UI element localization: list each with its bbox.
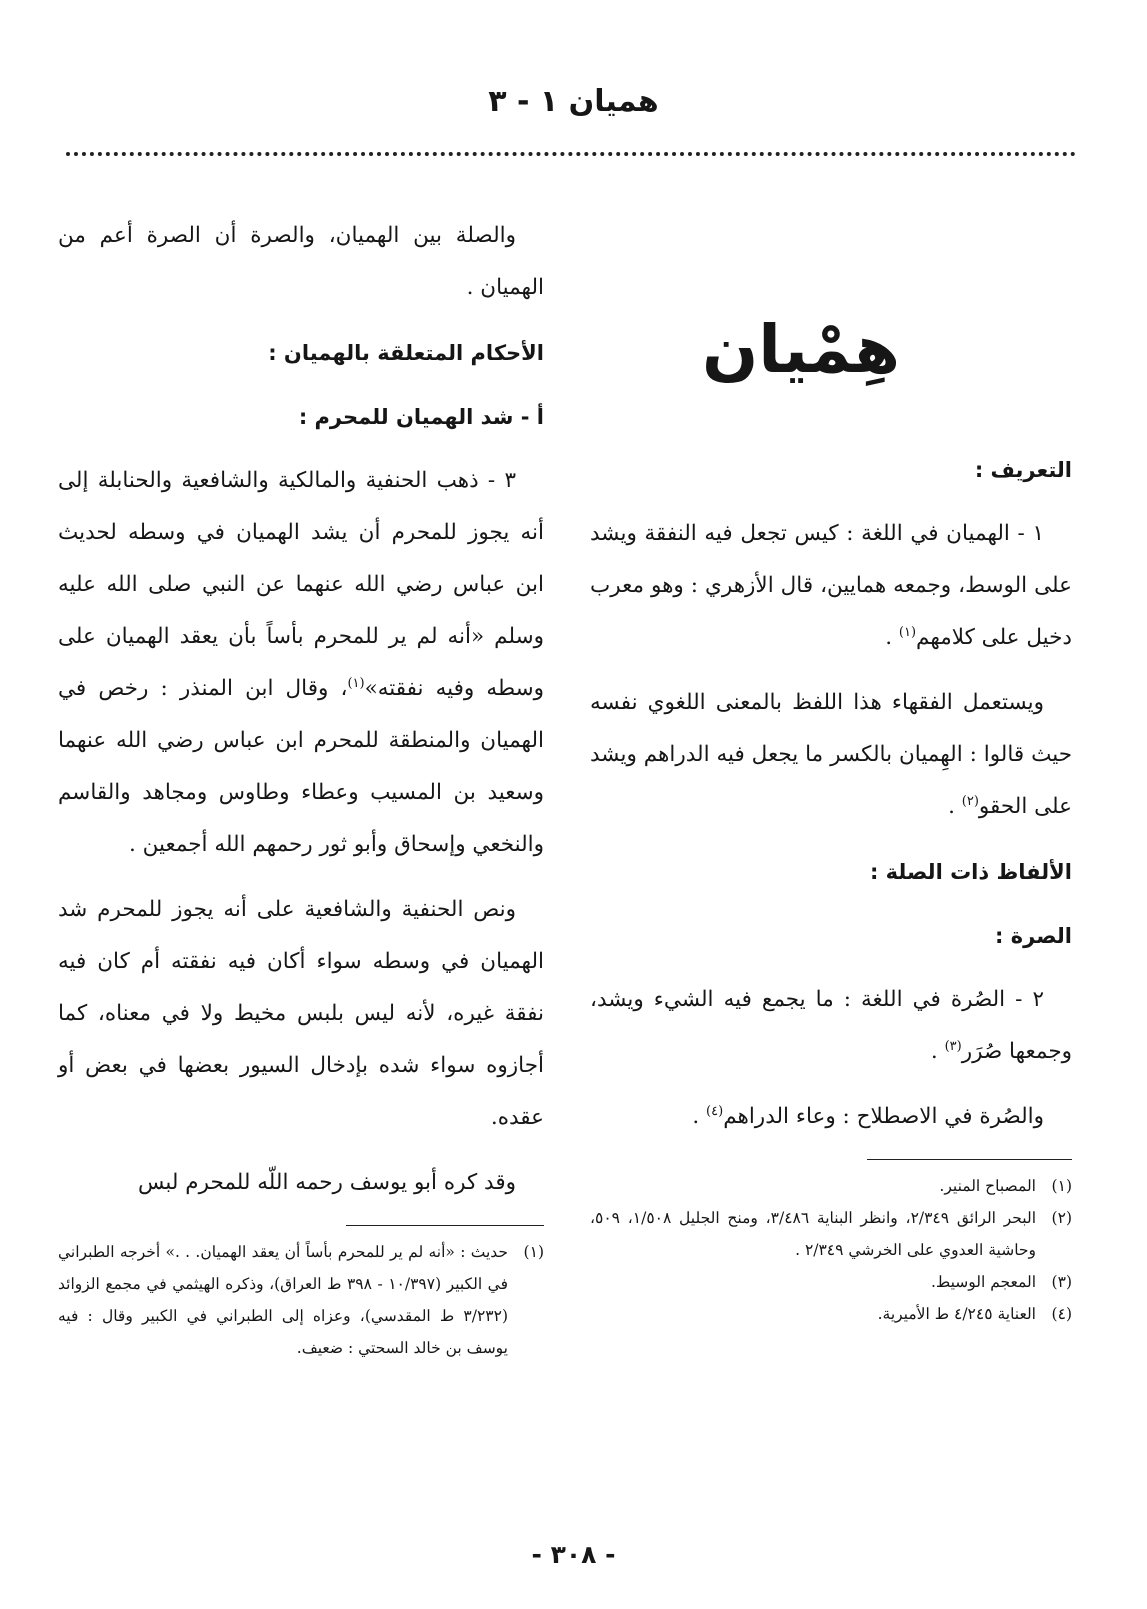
footnote-text: المعجم الوسيط. bbox=[930, 1273, 1036, 1291]
footnote-text: البحر الرائق ٢/٣٤٩، وانظر البناية ٣/٤٨٦، ومنح الجليل ١/٥٠٨، ٥٠٩، وحاشية العدوي على الخرشي ٢/٣٤٩ . bbox=[590, 1209, 1037, 1259]
footnote-number: (١) bbox=[523, 1243, 544, 1261]
usage-paragraph: ويستعمل الفقهاء هذا اللفظ بالمعنى اللغوي نفسه حيث قالوا : الهِميان بالكسر ما يجعل فيه الدراهم ويشد على الحقو$^{(٢)}$ . bbox=[590, 690, 1072, 819]
footnote-ref: (١) bbox=[898, 624, 917, 640]
abu-yusuf-paragraph: وقد كره أبو يوسف رحمه اللّه للمحرم لبس bbox=[138, 1170, 516, 1195]
footnote-ref: (٢) bbox=[961, 793, 979, 809]
usage-text: ويستعمل الفقهاء هذا اللفظ بالمعنى اللغوي نفسه حيث قالوا : الهِميان بالكسر ما يجعل فيه الدراهم ويشد على الحقو bbox=[590, 690, 1072, 819]
definition-heading: التعريف : bbox=[974, 458, 1072, 482]
footnote-number: (٣) bbox=[1051, 1273, 1072, 1291]
footnote-item bbox=[590, 1202, 1072, 1266]
purse-term-text: والصُرة في الاصطلاح : وعاء الدراهم bbox=[723, 1104, 1044, 1129]
related-terms-heading: الألفاظ ذات الصلة : bbox=[869, 860, 1072, 884]
entry-title: هِمْيان bbox=[701, 311, 901, 388]
definition-paragraph: ١ - الهميان في اللغة : كيس تجعل فيه النفقة ويشد على الوسط، وجمعه همايين، قال الأزهري : وهو معرب دخيل على كلامهم$^{(١)}$ . bbox=[590, 521, 1072, 650]
footnote-item bbox=[590, 1170, 1072, 1202]
footnote-ref: (٤) bbox=[706, 1103, 724, 1119]
footnotes-left bbox=[58, 1236, 544, 1364]
purse-term-paragraph: والصُرة في الاصطلاح : وعاء الدراهم$^{(٤)}$ . bbox=[692, 1103, 1044, 1129]
page-header-title: هميان ١ - ٣ bbox=[488, 84, 659, 119]
schools-text-continued: ، وقال ابن المنذر : رخص في الهميان والمنطقة للمحرم ابن عباس رضي الله عنهما وسعيد بن المسيب وعطاء وطاوس ومجاهد والقاسم والنخعي وإسحاق وأبو ثور رحمهم الله أجمعين . bbox=[58, 676, 544, 857]
footnote-item bbox=[590, 1266, 1072, 1298]
footnote-text: العناية ٤/٢٤٥ ط الأميرية. bbox=[877, 1305, 1036, 1323]
purse-language-text: ٢ - الصُرة في اللغة : ما يجمع فيه الشيء ويشد، وجمعها صُرَر bbox=[590, 987, 1072, 1064]
ruling-a-heading: أ - شد الهميان للمحرم : bbox=[298, 405, 544, 429]
relation-paragraph: والصلة بين الهميان، والصرة أن الصرة أعم من الهميان . bbox=[58, 223, 544, 300]
footnote-number: (١) bbox=[1051, 1177, 1072, 1195]
footnote-item bbox=[590, 1298, 1072, 1330]
schools-text: ٣ - ذهب الحنفية والمالكية والشافعية والحنابلة إلى أنه يجوز للمحرم أن يشد الهميان في وسطه لحديث ابن عباس رضي الله عنهما عن النبي صلى الله عليه وسلم «أنه لم ير للمحرم بأساً بأن يعقد الهميان على وسطه وفيه نفقته» bbox=[58, 468, 544, 701]
footnote-ref: (١) bbox=[347, 675, 365, 691]
footnote-text: حديث : «أنه لم ير للمحرم بأساً أن يعقد الهميان. . .» أخرجه الطبراني في الكبير (١٠/٣٩٧ - ٣٩٨ ط العراق)، وذكره الهيثمي في مجمع الزوائد (٣/٢٣٢ ط المقدسي)، وعزاه إلى الطبراني في الكبير وقال : فيه يوسف بن خالد السحتي : ضعيف. bbox=[58, 1243, 508, 1357]
page-number: - ٣٠٨ - bbox=[531, 1540, 616, 1569]
rulings-heading: الأحكام المتعلقة بالهميان : bbox=[268, 341, 544, 365]
left-column bbox=[58, 210, 544, 1364]
right-column bbox=[590, 228, 1072, 1330]
purse-language-paragraph: ٢ - الصُرة في اللغة : ما يجمع فيه الشيء ويشد، وجمعها صُرَر$^{(٣)}$ . bbox=[590, 987, 1072, 1064]
footnotes-right bbox=[590, 1170, 1072, 1330]
definition-text: ١ - الهميان في اللغة : كيس تجعل فيه النفقة ويشد على الوسط، وجمعه همايين، قال الأزهري : وهو معرب دخيل على كلامهم bbox=[590, 521, 1072, 650]
footnote-separator bbox=[867, 1159, 1072, 1160]
footnote-number: (٢) bbox=[1051, 1209, 1072, 1227]
header-dotted-rule bbox=[66, 152, 1076, 156]
footnote-separator bbox=[346, 1225, 544, 1226]
footnote-number: (٤) bbox=[1051, 1305, 1072, 1323]
hanafi-shafii-paragraph: ونص الحنفية والشافعية على أنه يجوز للمحرم شد الهميان في وسطه سواء أكان فيه نفقته أم كان فيه نفقة غيره، لأنه ليس بلبس مخيط ولا في معناه، كما أجازوه سواء شده بإدخال السيور بعضها في بعض أو عقده. bbox=[58, 897, 544, 1130]
footnote-ref: (٣) bbox=[944, 1038, 962, 1054]
footnote-text: المصباح المنير. bbox=[939, 1177, 1036, 1195]
footnote-item bbox=[58, 1236, 544, 1364]
schools-paragraph bbox=[58, 455, 544, 871]
purse-subheading: الصرة : bbox=[995, 924, 1072, 948]
